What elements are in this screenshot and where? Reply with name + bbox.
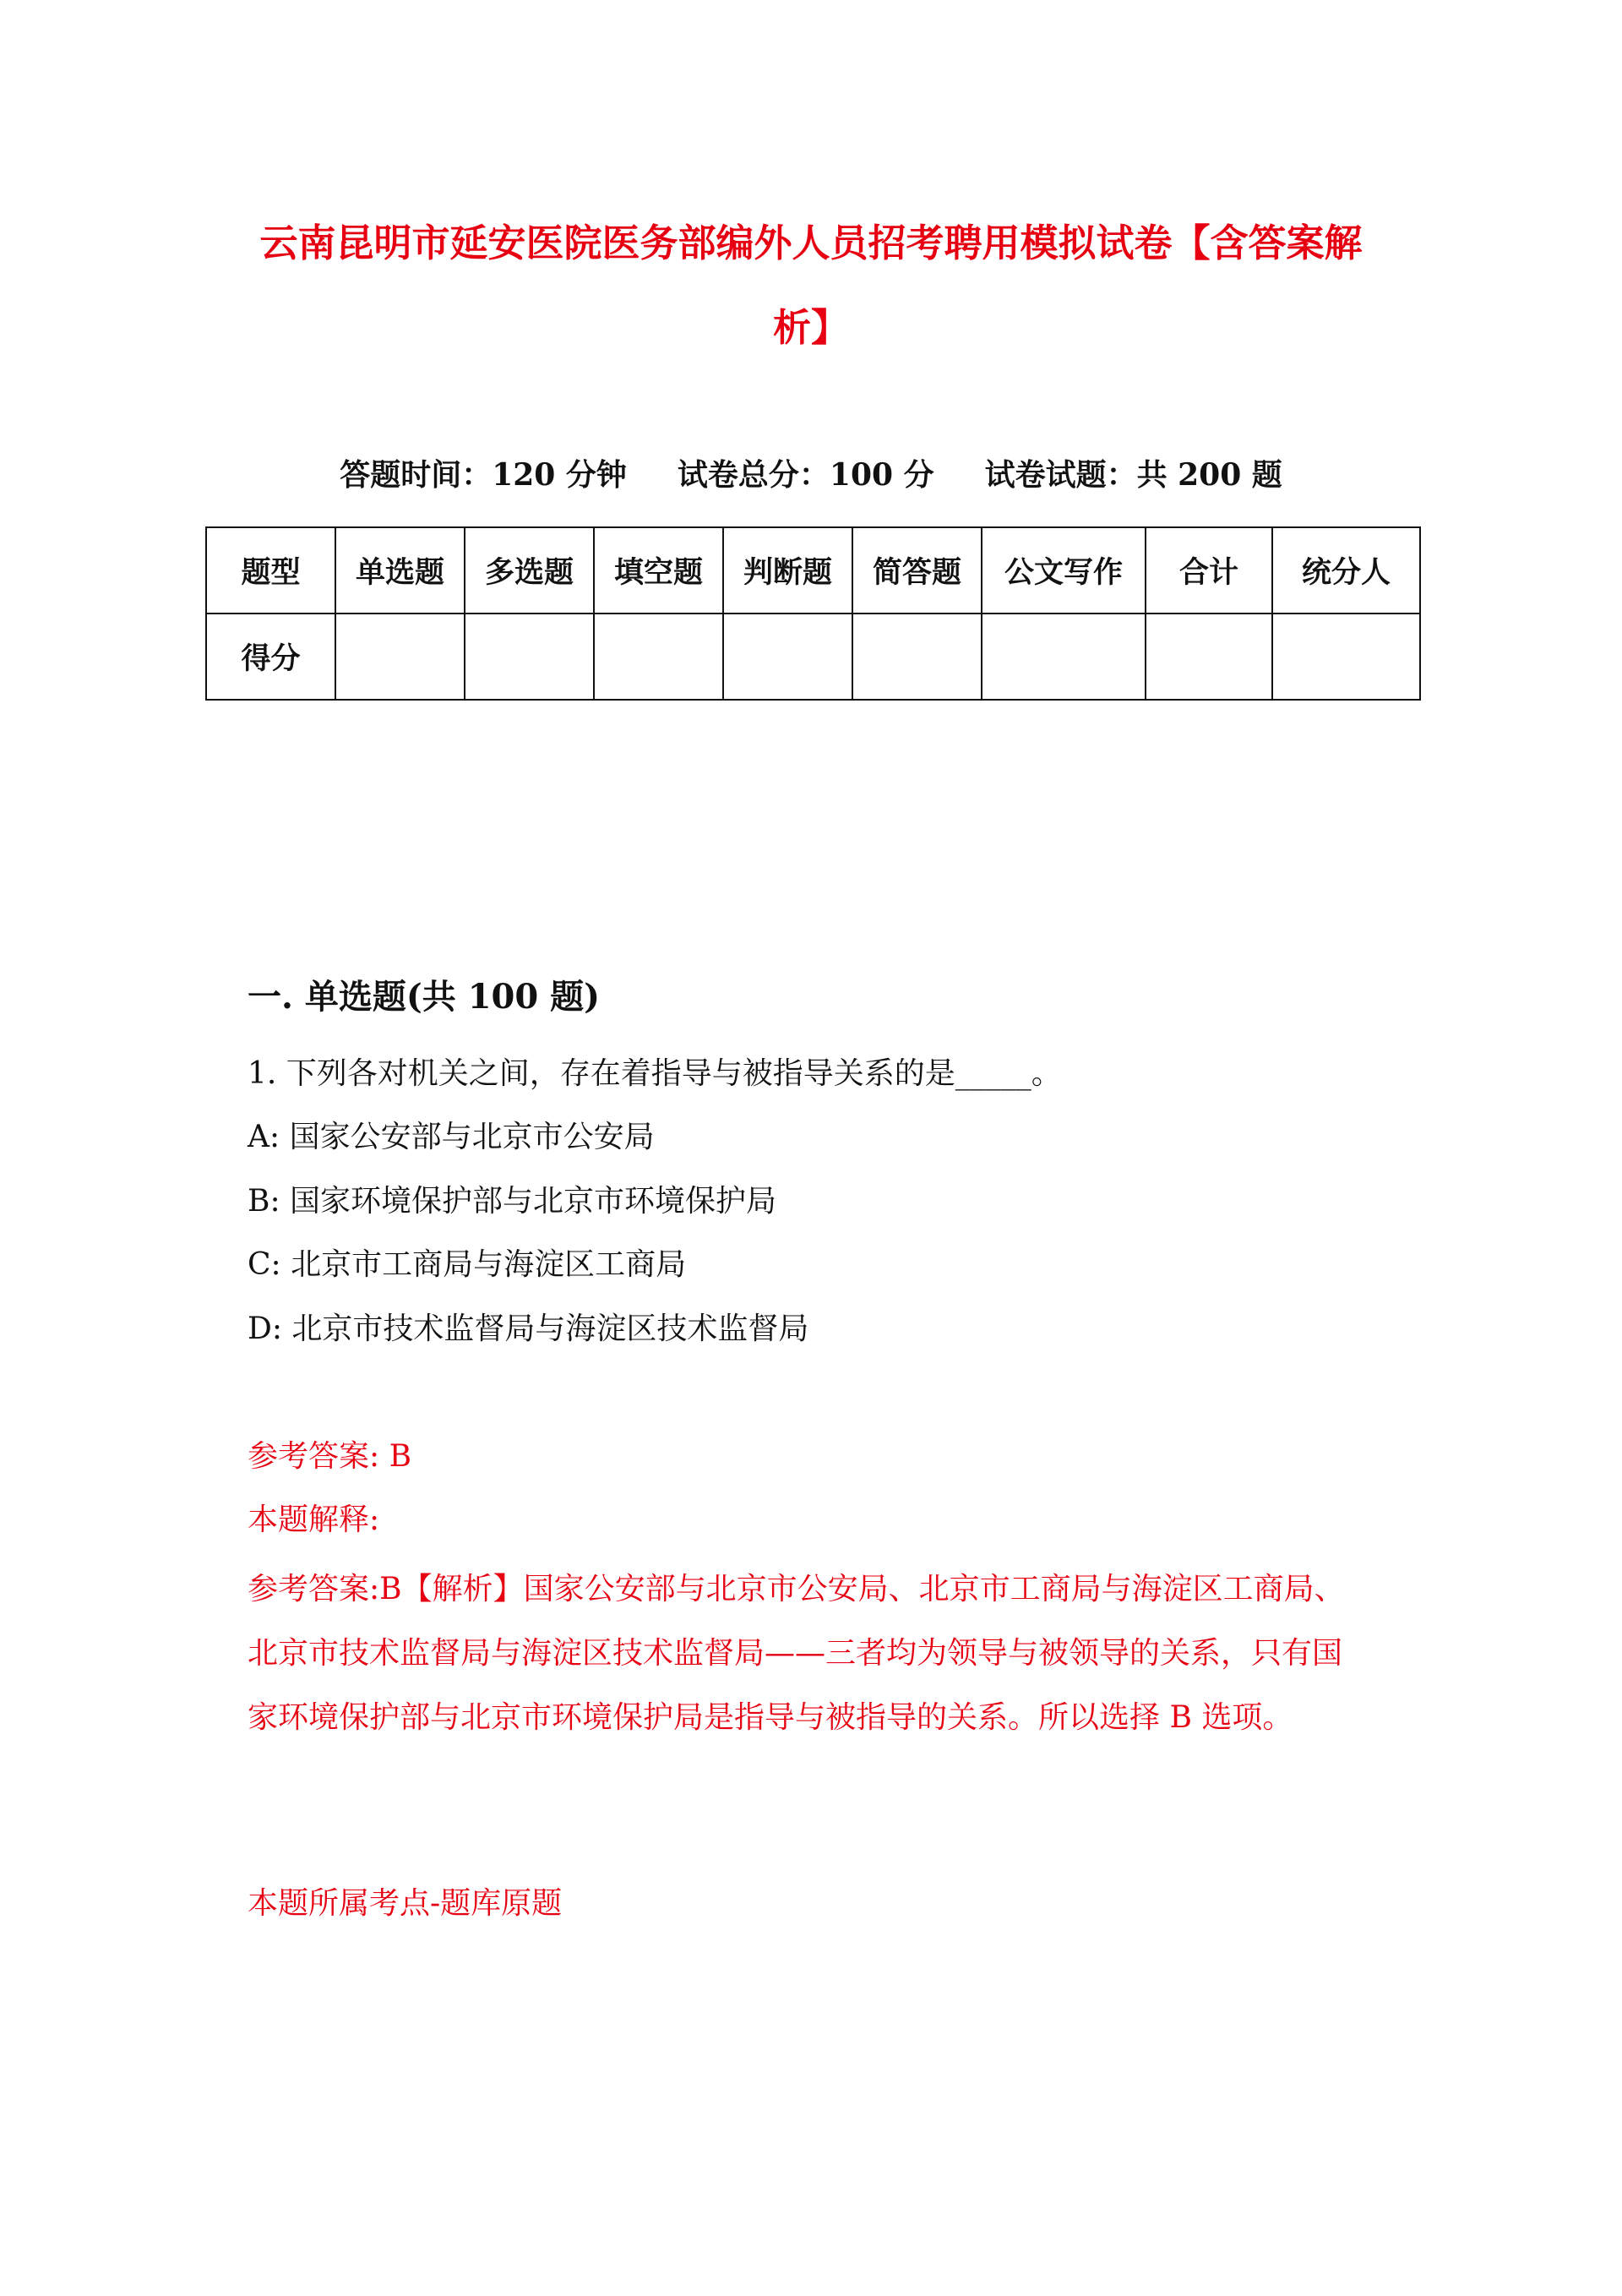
score-table-header: 题型 xyxy=(206,527,335,614)
page-title: 云南昆明市延安医院医务部编外人员招考聘用模拟试卷【含答案解析】 xyxy=(259,221,1363,350)
score-cell xyxy=(723,614,852,700)
option-b: B: 国家环境保护部与北京市环境保护局 xyxy=(248,1184,777,1219)
option-d: D: 北京市技术监督局与海淀区技术监督局 xyxy=(248,1312,809,1346)
explanation-label: 本题解释: xyxy=(248,1502,380,1537)
question-stem: 1. 下列各对机关之间，存在着指导与被指导关系的是_____。 xyxy=(248,1056,1062,1091)
score-cell xyxy=(1272,614,1420,700)
score-cell xyxy=(335,614,465,700)
score-table-header: 多选题 xyxy=(465,527,594,614)
score-table-header: 填空题 xyxy=(594,527,723,614)
score-table-header: 简答题 xyxy=(852,527,982,614)
explanation-text: 参考答案:B【解析】国家公安部与北京市公安局、北京市工商局与海淀区工商局、北京市技术监督局与海淀区技术监督局——三者均为领导与被领导的关系，只有国家环境保护部与北京市环境保护局是指导与被指导的关系。所以选择 B 选项。 xyxy=(248,1572,1345,1735)
score-table-header: 统分人 xyxy=(1272,527,1420,614)
exam-meta xyxy=(203,451,1419,499)
score-cell xyxy=(594,614,723,700)
option-a: A: 国家公安部与北京市公安局 xyxy=(248,1120,655,1154)
score-cell xyxy=(982,614,1146,700)
score-table-header-row xyxy=(206,527,1420,614)
section-heading: 一. 单选题(共 100 题) xyxy=(248,977,601,1017)
score-table xyxy=(205,526,1421,701)
score-table-header: 判断题 xyxy=(723,527,852,614)
answer-line: 参考答案: B xyxy=(248,1439,412,1474)
knowledge-point: 本题所属考点-题库原题 xyxy=(248,1886,563,1921)
exam-total-score: 试卷总分：100 分 xyxy=(677,457,934,493)
score-table-score-row xyxy=(206,614,1420,700)
score-cell xyxy=(852,614,982,700)
score-cell xyxy=(465,614,594,700)
exam-time: 答题时间：120 分钟 xyxy=(340,457,627,493)
exam-question-count: 试卷试题：共 200 题 xyxy=(984,457,1282,493)
score-table-header: 单选题 xyxy=(335,527,465,614)
score-table-header: 公文写作 xyxy=(982,527,1146,614)
score-cell xyxy=(1146,614,1272,700)
score-table-header: 合计 xyxy=(1146,527,1272,614)
score-row-label: 得分 xyxy=(206,614,335,700)
option-c: C: 北京市工商局与海淀区工商局 xyxy=(248,1247,687,1282)
